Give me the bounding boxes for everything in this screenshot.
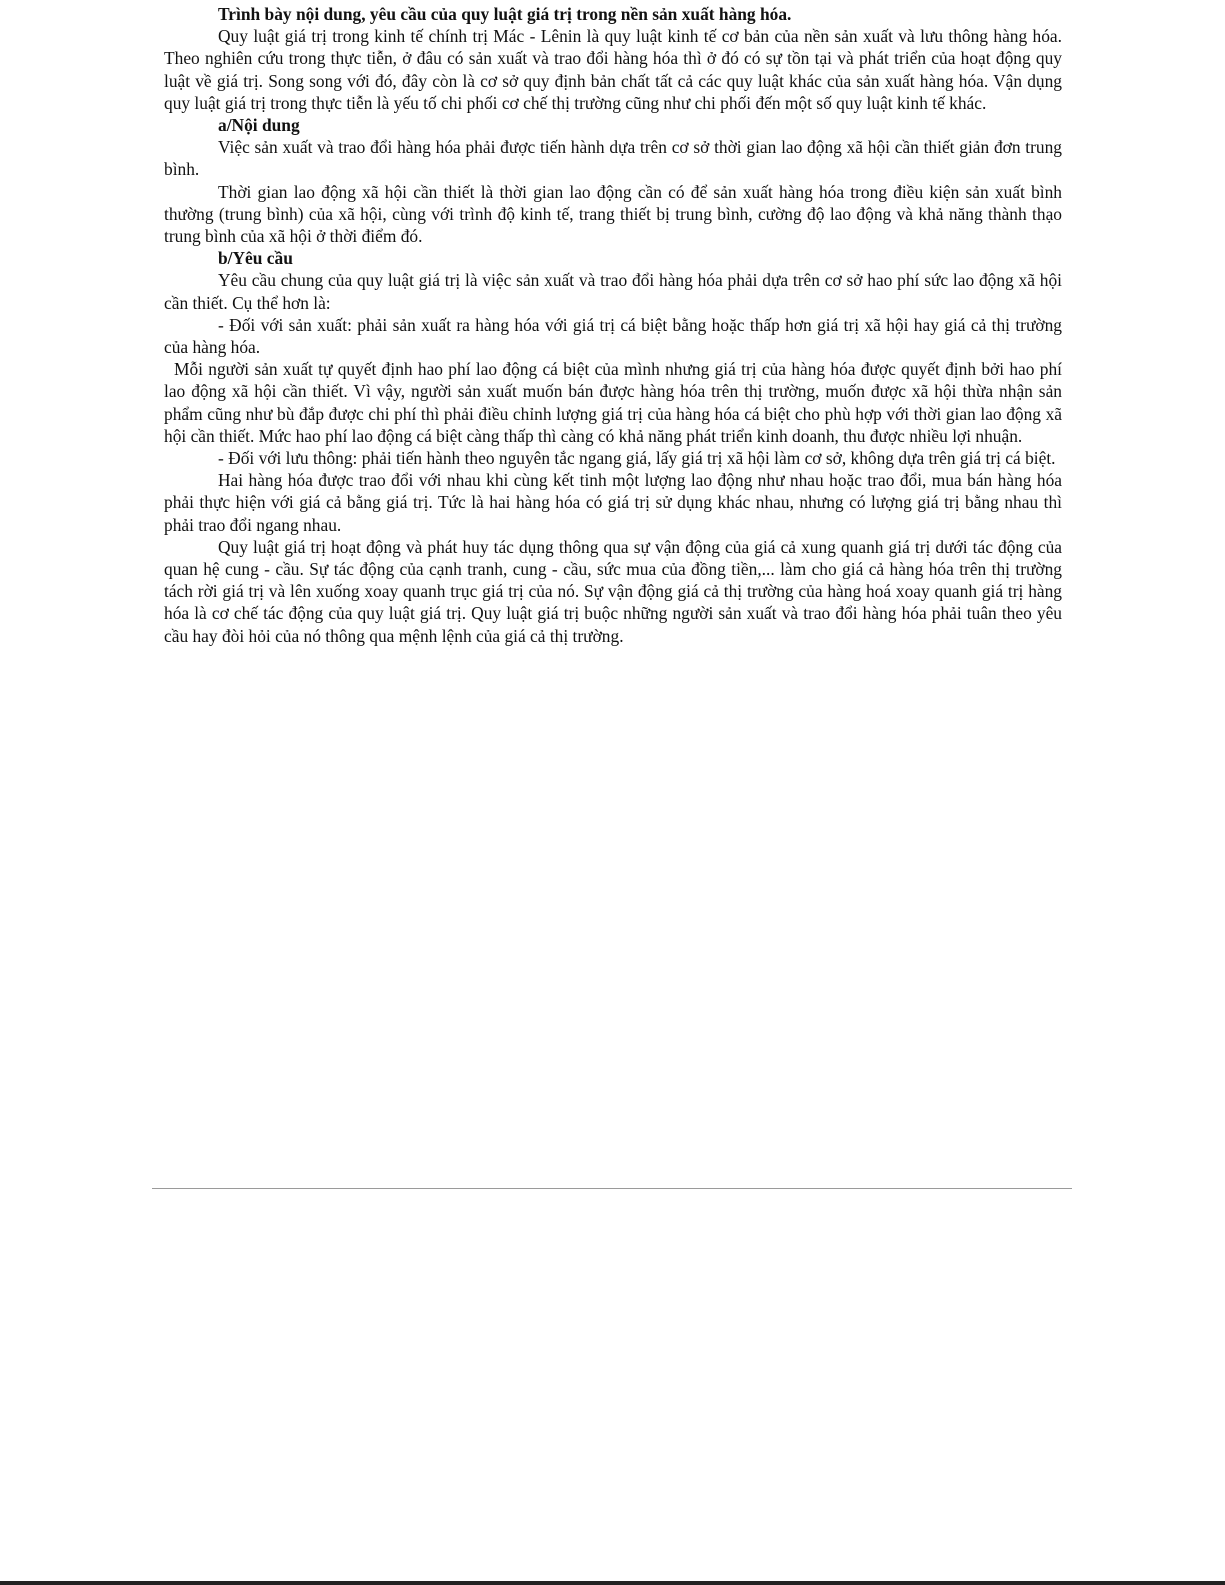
section-b-paragraph: Hai hàng hóa được trao đổi với nhau khi cùng kết tinh một lượng lao động như nhau hoặc trao đổi, mua bán hàng hóa phải thực hiện với giá cả bằng giá trị. Tức là hai hàng hóa có giá trị sử dụng khác nhau, nhưng có lượng giá trị bằng nhau thì phải trao đổi ngang nhau. (164, 470, 1062, 535)
section-a-paragraph: Việc sản xuất và trao đổi hàng hóa phải được tiến hành dựa trên cơ sở thời gian lao động xã hội cần thiết giản đơn trung bình. (164, 137, 1062, 180)
document-body (164, 3, 1062, 647)
page-bottom-edge (0, 1581, 1225, 1585)
section-b-heading: b/Yêu cầu (218, 248, 293, 269)
section-b-paragraph: - Đối với lưu thông: phải tiến hành theo nguyên tắc ngang giá, lấy giá trị xã hội làm cơ sở, không dựa trên giá trị cá biệt. (218, 448, 1056, 469)
section-b-paragraph: Mỗi người sản xuất tự quyết định hao phí lao động cá biệt của mình nhưng giá trị của hàng hóa được quyết định bởi hao phí lao động xã hội cần thiết. Vì vậy, người sản xuất muốn bán được hàng hóa trên thị trường, muốn được xã hội thừa nhận sản phẩm cũng như bù đắp được chi phí thì phải điều chỉnh lượng giá trị của hàng hóa cá biệt cho phù hợp với thời gian lao động xã hội cần thiết. Mức hao phí lao động cá biệt càng thấp thì càng có khả năng phát triển kinh doanh, thu được nhiều lợi nhuận. (164, 359, 1062, 446)
section-a-heading: a/Nội dung (218, 115, 300, 136)
page-divider (152, 1188, 1072, 1189)
section-b-paragraph: - Đối với sản xuất: phải sản xuất ra hàng hóa với giá trị cá biệt bằng hoặc thấp hơn giá trị xã hội hay giá cả thị trường của hàng hóa. (164, 314, 1062, 358)
section-b-paragraph: Yêu cầu chung của quy luật giá trị là việc sản xuất và trao đổi hàng hóa phải dựa trên cơ sở hao phí sức lao động xã hội cần thiết. Cụ thể hơn là: (164, 270, 1062, 313)
intro-paragraph: Quy luật giá trị trong kinh tế chính trị Mác - Lênin là quy luật kinh tế cơ bản của nền sản xuất và lưu thông hàng hóa. Theo nghiên cứu trong thực tiễn, ở đâu có sản xuất và trao đổi hàng hóa thì ở đó có sự tồn tại và phát triển của hoạt động quy luật về giá trị. Song song với đó, đây còn là cơ sở quy định bản chất tất cả các quy luật khác của sản xuất hàng hóa. Vận dụng quy luật giá trị trong thực tiễn là yếu tố chi phối cơ chế thị trường cũng như chi phối đến một số quy luật kinh tế khác. (164, 26, 1062, 113)
section-b-paragraph: Quy luật giá trị hoạt động và phát huy tác dụng thông qua sự vận động của giá cả xung quanh giá trị dưới tác động của quan hệ cung - cầu. Sự tác động của cạnh tranh, cung - cầu, sức mua của đồng tiền,... làm cho giá cả hàng hóa trên thị trường tách rời giá trị và lên xuống xoay quanh trục giá trị của nó. Sự vận động giá cả thị trường của hàng hoá xoay quanh giá trị hàng hóa là cơ chế tác động của quy luật giá trị. Quy luật giá trị buộc những người sản xuất và trao đổi hàng hóa phải tuân theo yêu cầu hay đòi hỏi của nó thông qua mệnh lệnh của giá cả thị trường. (164, 536, 1062, 646)
section-a-paragraph: Thời gian lao động xã hội cần thiết là thời gian lao động cần có để sản xuất hàng hóa trong điều kiện sản xuất bình thường (trung bình) của xã hội, cùng với trình độ kinh tế, trang thiết bị trung bình, cường độ lao động và khả năng thành thạo trung bình của xã hội ở thời điểm đó. (164, 181, 1062, 247)
document-title: Trình bày nội dung, yêu cầu của quy luật giá trị trong nền sản xuất hàng hóa. (218, 4, 792, 24)
